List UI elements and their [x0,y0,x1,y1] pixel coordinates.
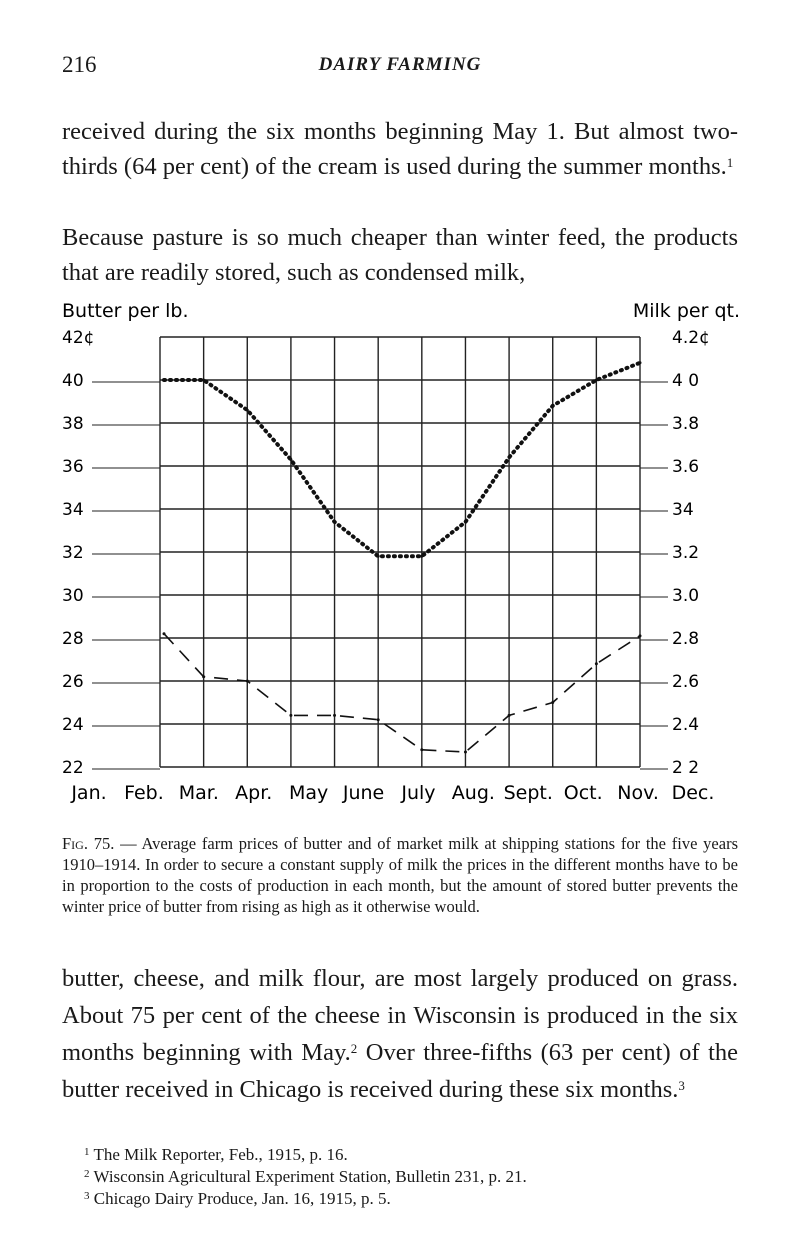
running-title: DAIRY FARMING [318,54,482,75]
footnote-ref: 1 [726,155,734,170]
figure-75 [0,295,800,825]
paragraph-text: Because pasture is so much cheaper than winter feed, the products that are readily stored, such as condensed milk, [62,224,738,286]
month-label: Aug. [451,782,495,804]
left-tick-label: 22 [62,758,84,778]
month-label: Feb. [124,782,164,804]
footnotes [84,1144,744,1210]
footnote-text: Wisconsin Agricultural Experiment Station, Bulletin 231, p. 21. [93,1167,527,1186]
paragraph-text: received during the six months beginning May 1. But almost two-thirds (64 per cent) of the cream is used during the summer months. [62,118,738,180]
right-tick-label: 34 [672,500,694,520]
milk-point [595,662,598,665]
right-tick-label: 3.0 [672,586,700,606]
butter-point [246,409,249,412]
butter-point [464,520,467,523]
left-tick-label: 34 [62,500,84,520]
butter-point [639,361,642,364]
milk-point [289,714,292,717]
butter-point [551,404,554,407]
butter-point [420,555,423,558]
caption-label: Fig. 75. [62,834,115,853]
paragraph-text: Over three-fifths (63 per cent) of the butter received in Chicago is received during these six months. [62,1039,739,1103]
right-tick-label: 2.6 [672,672,700,692]
right-tick-label: 4.2¢ [672,328,710,348]
right-tick-label: 2.8 [672,629,700,649]
month-label: June [342,782,385,804]
butter-point [163,379,166,382]
month-label: July [401,782,436,804]
right-axis-title: Milk per qt. [632,300,740,322]
footnote [84,1166,744,1188]
footnote-number: 3 [84,1190,90,1202]
butter-price-line [164,363,640,557]
footnote-ref: 2 [350,1041,358,1056]
chart-grid [160,337,640,767]
right-tick-label: 2 2 [672,758,700,778]
right-tick-label: 3.6 [672,457,700,477]
page-number: 216 [62,52,97,77]
month-label: Jan. [71,782,107,804]
month-labels [70,782,714,804]
butter-point [595,379,598,382]
left-tick-labels [62,328,160,778]
left-axis-title: Butter per lb. [62,300,189,322]
milk-point [246,680,249,683]
milk-point [202,675,205,678]
butter-point [377,555,380,558]
right-tick-label: 2.4 [672,715,700,735]
left-tick-label: 30 [62,586,84,606]
month-label: Sept. [503,782,553,804]
butter-point [202,379,205,382]
milk-point [639,634,642,637]
month-label: Apr. [235,782,273,804]
left-tick-label: 42¢ [62,328,95,348]
milk-point [508,714,511,717]
paragraph-text: butter, cheese, and milk flour, are most largely produced on grass. About 75 per cent of the cheese in Wisconsin is produced in the six months beginning with May. [62,965,738,1066]
milk-point [420,748,423,751]
chart-series [163,361,642,753]
milk-price-line [164,634,640,752]
left-tick-label: 38 [62,414,84,434]
paragraph-top-2 [62,220,738,290]
paragraph-top-1 [62,114,738,184]
left-tick-label: 26 [62,672,84,692]
month-label: Dec. [671,782,715,804]
footnote-text: The Milk Reporter, Feb., 1915, p. 16. [93,1145,348,1164]
milk-point [163,632,166,635]
footnote [84,1188,744,1210]
paragraph-bottom [62,960,738,1108]
left-tick-label: 24 [62,715,84,735]
butter-point [289,458,292,461]
left-tick-label: 28 [62,629,84,649]
milk-point [333,714,336,717]
left-tick-label: 32 [62,543,84,563]
month-label: May [288,782,329,804]
month-label: Nov. [617,782,659,804]
footnote-ref: 3 [678,1078,685,1093]
figure-caption [62,833,738,917]
right-tick-label: 4 0 [672,371,700,391]
butter-point [508,456,511,459]
right-tick-label: 3.8 [672,414,700,434]
footnote-number: 2 [84,1168,90,1180]
caption-text: — Average farm prices of butter and of market milk at shipping stations for the five years 1910–1914. In order to secure a constant supply of milk the prices in the different months have to be in proportion to the costs of production in each month, but the amount of stored butter prevents the winter price of butter from rising as high as it otherwise would. [62,834,738,916]
month-label: Oct. [563,782,603,804]
milk-point [377,718,380,721]
milk-point [464,750,467,753]
right-tick-labels [640,328,710,778]
footnote [84,1144,744,1166]
butter-point [333,520,336,523]
right-tick-label: 3.2 [672,543,700,563]
footnote-number: 1 [84,1146,90,1158]
month-label: Mar. [178,782,219,804]
price-chart [0,295,800,825]
left-tick-label: 36 [62,457,84,477]
footnote-text: Chicago Dairy Produce, Jan. 16, 1915, p. 5. [93,1189,391,1208]
milk-point [551,701,554,704]
left-tick-label: 40 [62,371,84,391]
page-header [62,52,738,92]
